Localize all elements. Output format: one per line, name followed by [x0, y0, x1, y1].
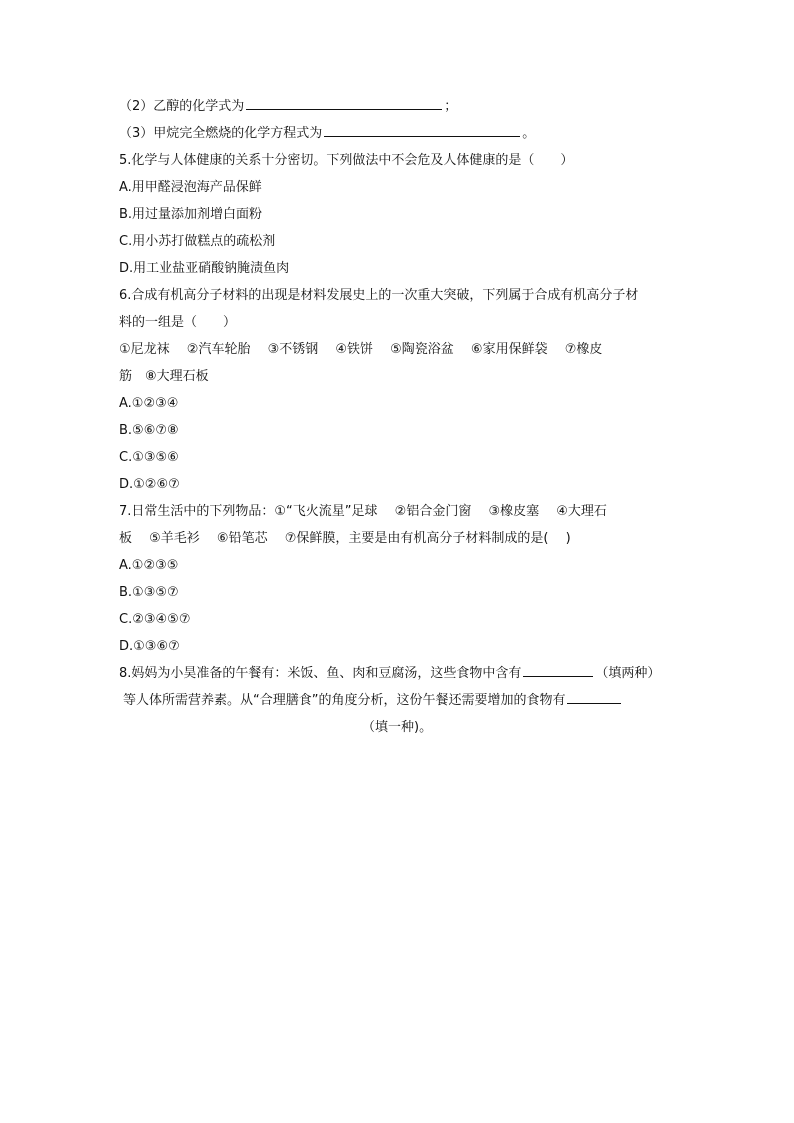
q6-items-line2: 筋 ⑧大理石板: [119, 369, 209, 384]
q8-line1-suffix: （填两种）: [595, 666, 661, 681]
q5-option-c: C.用小苏打做糕点的疏松剂: [119, 234, 276, 249]
q4-part3-suffix: 。: [522, 126, 536, 141]
q6-option-d: D.①②⑥⑦: [119, 477, 180, 492]
q7-option-a: A.①②③⑤: [119, 558, 179, 573]
q8-line1: [119, 660, 679, 687]
q6-stem-line2: 料的一组是（ ）: [119, 315, 237, 330]
q6-stem-line1: 6.合成有机高分子材料的出现是材料发展史上的一次重大突破，下列属于合成有机高分子材: [119, 288, 639, 303]
q8-line2-prefix: 等人体所需营养素。从“合理膳食”的角度分析，这份午餐还需要增加的食物有: [123, 693, 566, 708]
q4-part2: [119, 93, 679, 120]
q6-items-line1: ①尼龙袜 ②汽车轮胎 ③不锈钢 ④铁饼 ⑤陶瓷浴盆 ⑥家用保鲜袋 ⑦橡皮: [119, 342, 603, 357]
q6-option-c: C.①③⑤⑥: [119, 450, 179, 465]
q8-line3: （填一种)。: [362, 720, 433, 735]
q6-option-b: B.⑤⑥⑦⑧: [119, 423, 179, 438]
q4-part3: [119, 120, 679, 147]
answer-blank[interactable]: [567, 688, 621, 704]
q5-option-a: A.用甲醛浸泡海产品保鲜: [119, 180, 262, 195]
answer-blank[interactable]: [246, 94, 442, 110]
q4-part3-prefix: （3）甲烷完全燃烧的化学方程式为: [119, 126, 323, 141]
answer-blank[interactable]: [324, 121, 520, 137]
q7-option-d: D.①③⑥⑦: [119, 639, 180, 654]
q5-option-b: B.用过量添加剂增白面粉: [119, 207, 263, 222]
q8-line1-prefix: 8.妈妈为小昊准备的午餐有：米饭、鱼、肉和豆腐汤，这些食物中含有: [119, 666, 522, 681]
q4-part2-suffix: ；: [444, 99, 458, 114]
q5-stem: 5.化学与人体健康的关系十分密切。下列做法中不会危及人体健康的是（ ）: [119, 153, 574, 168]
q7-option-b: B.①③⑤⑦: [119, 585, 179, 600]
q8-line2: [119, 687, 679, 714]
answer-blank[interactable]: [523, 661, 593, 677]
question-content: [119, 93, 679, 741]
q5-option-d: D.用工业盐亚硝酸钠腌渍鱼肉: [119, 261, 290, 276]
q7-stem-line2: 板 ⑤羊毛衫 ⑥铅笔芯 ⑦保鲜膜，主要是由有机高分子材料制成的是( ): [119, 531, 571, 546]
q4-part2-prefix: （2）乙醇的化学式为: [119, 99, 245, 114]
q7-stem-line1: 7.日常生活中的下列物品：①“飞火流星”足球 ②铝合金门窗 ③橡皮塞 ④大理石: [119, 504, 607, 519]
q7-option-c: C.②③④⑤⑦: [119, 612, 191, 627]
q6-option-a: A.①②③④: [119, 396, 179, 411]
